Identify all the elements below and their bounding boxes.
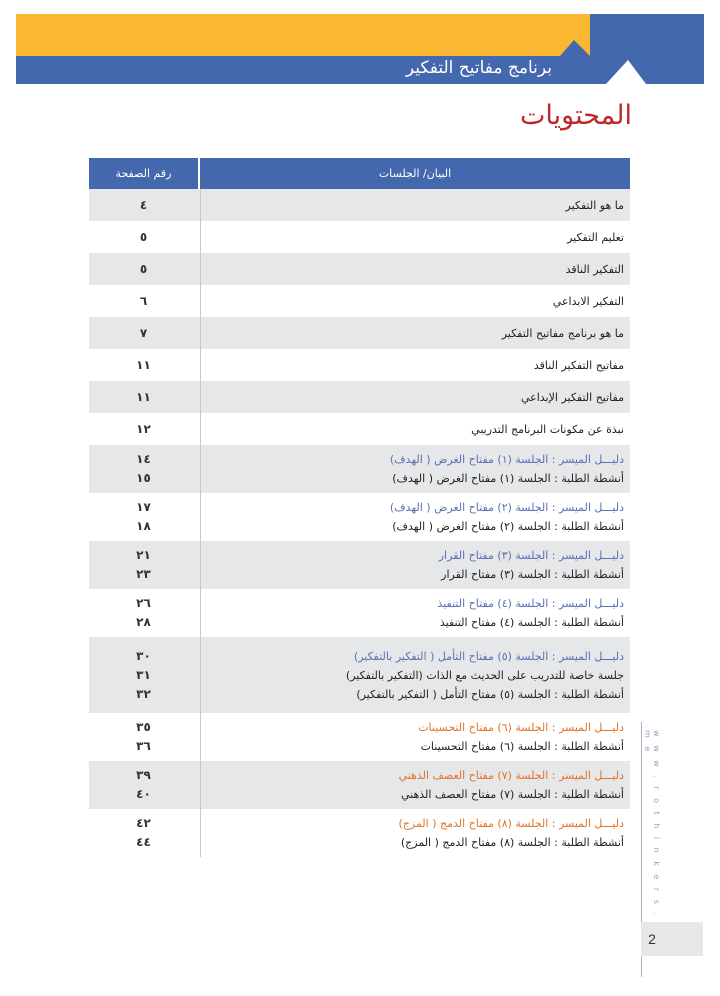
page-cell bbox=[89, 761, 198, 809]
entry-title[interactable]: دليـــل الميسر : الجلسة (٥) مفتاح التأمل ( التفكير بالتفكير) bbox=[353, 649, 624, 663]
table-row bbox=[89, 349, 630, 381]
entry-page-number: ٣٥ bbox=[136, 720, 151, 734]
title-cell bbox=[200, 381, 630, 413]
table-row bbox=[89, 381, 630, 413]
entry-title[interactable]: مفاتيح التفكير الإبداعي bbox=[521, 390, 624, 404]
page-cell bbox=[89, 221, 198, 253]
entry-title[interactable]: أنشطة الطلبة : الجلسة (٧) مفتاح العصف الذهني bbox=[400, 788, 624, 801]
header-banner bbox=[0, 0, 720, 90]
entry-title[interactable]: ما هو التفكير bbox=[565, 198, 624, 212]
entry-page-number: ٥ bbox=[139, 261, 148, 276]
table-row bbox=[89, 189, 630, 221]
page-cell bbox=[89, 637, 198, 713]
entry-page-number: ٢٨ bbox=[136, 615, 151, 629]
table-row bbox=[89, 221, 630, 253]
page-cell bbox=[89, 189, 198, 221]
table-row bbox=[89, 493, 630, 541]
entry-page-number: ٦ bbox=[139, 293, 148, 308]
table-row bbox=[89, 761, 630, 809]
entry-page-number: ٤٤ bbox=[136, 835, 151, 849]
entry-title[interactable]: أنشطة الطلبة : الجلسة (٥) مفتاح التأمل ( التفكير بالتفكير) bbox=[356, 687, 624, 701]
entry-page-number: ٤ bbox=[139, 197, 148, 212]
title-cell bbox=[200, 349, 630, 381]
entry-title[interactable]: أنشطة الطلبة : الجلسة (٨) مفتاح الدمج ( المزج) bbox=[400, 836, 624, 849]
title-cell bbox=[200, 413, 630, 445]
entry-title[interactable]: دليـــل الميسر : الجلسة (٨) مفتاح الدمج ( المزج) bbox=[398, 817, 624, 830]
page-title: المحتويات bbox=[519, 100, 632, 131]
entry-title[interactable]: دليـــل الميسر : الجلسة (٣) مفتاح القرار bbox=[438, 549, 624, 562]
entry-title[interactable]: نبذة عن مكونات البرنامج التدريبي bbox=[471, 422, 624, 436]
page-cell bbox=[89, 809, 198, 857]
entry-page-number: ٥ bbox=[139, 229, 148, 244]
entry-page-number: ٢٦ bbox=[136, 596, 151, 610]
entry-page-number: ١١ bbox=[136, 357, 151, 372]
title-cell bbox=[200, 317, 630, 349]
title-cell bbox=[200, 285, 630, 317]
entry-title[interactable]: أنشطة الطلبة : الجلسة (٤) مفتاح التنفيذ bbox=[439, 616, 624, 629]
table-row bbox=[89, 713, 630, 761]
table-row bbox=[89, 589, 630, 637]
table-row bbox=[89, 413, 630, 445]
page-cell bbox=[89, 381, 198, 413]
page-cell bbox=[89, 541, 198, 589]
title-cell bbox=[200, 541, 630, 589]
entry-title[interactable]: جلسة خاصة للتدريب على الحديث مع الذات (التفكير بالتفكير) bbox=[345, 668, 624, 682]
table-row bbox=[89, 445, 630, 493]
contents-table bbox=[89, 158, 630, 857]
page-cell bbox=[89, 493, 198, 541]
page-cell bbox=[89, 589, 198, 637]
header-banner-shapes bbox=[0, 0, 720, 90]
table-header bbox=[89, 158, 630, 189]
entry-title[interactable]: تعليم التفكير bbox=[567, 230, 624, 244]
column-header-title: البيان/ الجلسات bbox=[200, 158, 630, 189]
entry-title[interactable]: دليـــل الميسر : الجلسة (٦) مفتاح التحسينات bbox=[418, 721, 624, 734]
title-cell bbox=[200, 253, 630, 285]
entry-page-number: ٣١ bbox=[136, 667, 151, 682]
entry-title[interactable]: دليـــل الميسر : الجلسة (٧) مفتاح العصف الذهني bbox=[398, 769, 624, 782]
table-row bbox=[89, 809, 630, 857]
column-header-page: رقم الصفحة bbox=[89, 158, 198, 189]
page-cell bbox=[89, 349, 198, 381]
entry-page-number: ٢١ bbox=[136, 548, 151, 562]
entry-title[interactable]: أنشطة الطلبة : الجلسة (٢) مفتاح الغرض ( الهدف) bbox=[392, 520, 624, 533]
table-body bbox=[89, 189, 630, 857]
entry-page-number: ٤٢ bbox=[136, 816, 151, 830]
entry-page-number: ٤٠ bbox=[136, 787, 151, 801]
entry-title[interactable]: أنشطة الطلبة : الجلسة (٦) مفتاح التحسينات bbox=[420, 740, 624, 753]
entry-page-number: ١٤ bbox=[136, 452, 151, 466]
page-number: 2 bbox=[648, 931, 656, 947]
page-cell bbox=[89, 445, 198, 493]
entry-title[interactable]: التفكير الابداعي bbox=[552, 294, 624, 308]
entry-title[interactable]: التفكير الناقد bbox=[565, 262, 624, 276]
entry-title[interactable]: أنشطة الطلبة : الجلسة (١) مفتاح الغرض ( الهدف) bbox=[392, 472, 624, 485]
table-row bbox=[89, 317, 630, 349]
title-cell bbox=[200, 761, 630, 809]
title-cell bbox=[200, 493, 630, 541]
entry-title[interactable]: دليـــل الميسر : الجلسة (٢) مفتاح الغرض ( الهدف) bbox=[389, 501, 624, 514]
entry-page-number: ١٧ bbox=[136, 500, 151, 514]
entry-page-number: ١٥ bbox=[136, 471, 151, 485]
entry-page-number: ٢٣ bbox=[136, 567, 151, 581]
table-row bbox=[89, 253, 630, 285]
title-cell bbox=[200, 637, 630, 713]
entry-page-number: ٣٦ bbox=[136, 739, 151, 753]
title-cell bbox=[200, 713, 630, 761]
title-cell bbox=[200, 445, 630, 493]
title-cell bbox=[200, 589, 630, 637]
page-cell bbox=[89, 253, 198, 285]
entry-page-number: ١٢ bbox=[136, 421, 151, 436]
table-row bbox=[89, 285, 630, 317]
entry-page-number: ٣٩ bbox=[136, 768, 151, 782]
entry-page-number: ٧ bbox=[139, 325, 148, 340]
page-cell bbox=[89, 317, 198, 349]
title-cell bbox=[200, 221, 630, 253]
entry-page-number: ١١ bbox=[136, 389, 151, 404]
table-row bbox=[89, 637, 630, 713]
entry-title[interactable]: ما هو برنامج مفاتيح التفكير bbox=[501, 326, 624, 340]
table-row bbox=[89, 541, 630, 589]
title-cell bbox=[200, 809, 630, 857]
entry-page-number: ٣٠ bbox=[136, 648, 151, 663]
entry-title[interactable]: دليـــل الميسر : الجلسة (١) مفتاح الغرض ( الهدف) bbox=[389, 453, 624, 466]
entry-page-number: ٣٢ bbox=[136, 686, 151, 701]
page-cell bbox=[89, 713, 198, 761]
program-title: برنامج مفاتيح التفكير bbox=[405, 58, 552, 78]
page-cell bbox=[89, 413, 198, 445]
title-cell bbox=[200, 189, 630, 221]
entry-title[interactable]: أنشطة الطلبة : الجلسة (٣) مفتاح القرار bbox=[441, 568, 624, 581]
page-cell bbox=[89, 285, 198, 317]
website-url: w w w . r o t h i n k e r s . m e bbox=[643, 730, 661, 919]
entry-page-number: ١٨ bbox=[136, 519, 151, 533]
entry-title[interactable]: دليـــل الميسر : الجلسة (٤) مفتاح التنفيذ bbox=[437, 597, 624, 610]
entry-title[interactable]: مفاتيح التفكير الناقد bbox=[533, 358, 624, 372]
